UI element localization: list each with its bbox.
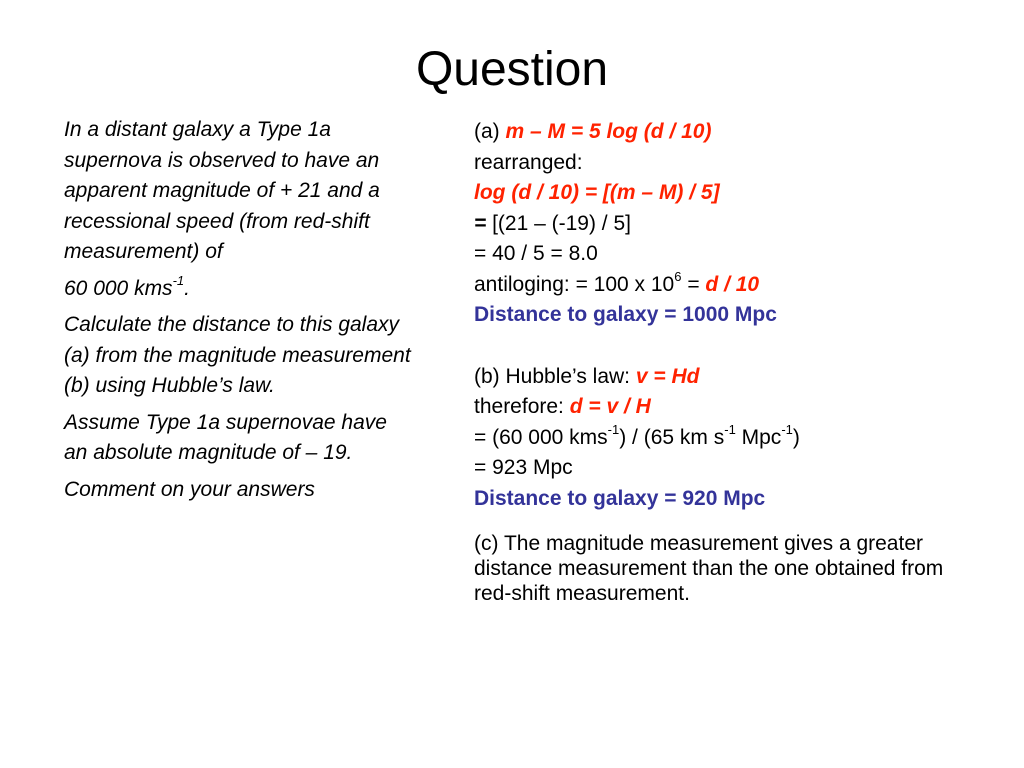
antilog-exponent: 6 [674, 268, 682, 284]
speed-value: 60 000 kms [64, 276, 173, 300]
part-a-prefix: (a) [474, 120, 506, 143]
calc-part-2: ) / (65 km s [619, 425, 725, 449]
answer-b: Distance to galaxy = 920 Mpc [474, 486, 766, 510]
hubble-law-formula: v = Hd [635, 364, 700, 388]
question-paragraph-5: Comment on your answers [64, 477, 315, 501]
calc-part-1: = (60 000 kms [474, 425, 608, 449]
hubble-calculation-line [474, 423, 994, 454]
slide-title: Question [415, 43, 609, 96]
question-paragraph-2 [64, 274, 414, 305]
antilog-equals: = [681, 272, 706, 296]
part-b-prefix: (b) Hubble’s law: [474, 364, 636, 388]
calc-part-4: ) [792, 425, 800, 449]
rearranged-label: rearranged: [474, 150, 583, 174]
therefore-formula: d = v / H [569, 395, 651, 418]
hubble-result-line: = 923 Mpc [474, 456, 573, 479]
spacer [474, 331, 994, 362]
rearranged-formula: log (d / 10) = [(m – M) / 5] [474, 181, 720, 204]
calc-exponent-3: -1 [781, 421, 793, 437]
therefore-line [474, 392, 994, 423]
question-paragraph-1: In a distant galaxy a Type 1a supernova is observed to have an apparent magnitude of + 21 and a recessional speed (from red-shift measurement) of [64, 118, 380, 263]
part-b-line [474, 362, 994, 393]
part-c-comment: (c) The magnitude measurement gives a greater distance measurement than the one obtained from red-shift measurement. [474, 532, 944, 605]
substitution-line [474, 209, 994, 240]
speed-period: . [184, 276, 190, 300]
antilog-line [474, 270, 994, 301]
answer-text [474, 117, 994, 606]
calc-exponent-1: -1 [607, 421, 620, 437]
question-paragraph-4: Assume Type 1a supernovae have an absolute magnitude of – 19. [64, 410, 387, 464]
spacer [474, 514, 994, 531]
calc-part-3: Mpc [735, 425, 782, 449]
answer-a: Distance to galaxy = 1000 Mpc [474, 303, 777, 326]
part-a-line [474, 117, 994, 148]
distance-modulus-formula: m – M = 5 log (d / 10) [505, 120, 712, 143]
substitution-equals: = [474, 211, 487, 235]
therefore-prefix: therefore: [474, 395, 570, 418]
calc-exponent-2: -1 [724, 421, 736, 437]
question-text [64, 115, 414, 511]
antilog-prefix: antiloging: = 100 x 10 [474, 272, 675, 296]
speed-unit-exponent: -1 [172, 272, 185, 288]
substitution-values: [(21 – (-19) / 5] [486, 211, 631, 235]
calculation-line: = 40 / 5 = 8.0 [474, 242, 598, 265]
antilog-formula: d / 10 [705, 272, 760, 296]
question-paragraph-3: Calculate the distance to this galaxy (a) from the magnitude measurement (b) using Hubble’s law. [64, 313, 411, 397]
